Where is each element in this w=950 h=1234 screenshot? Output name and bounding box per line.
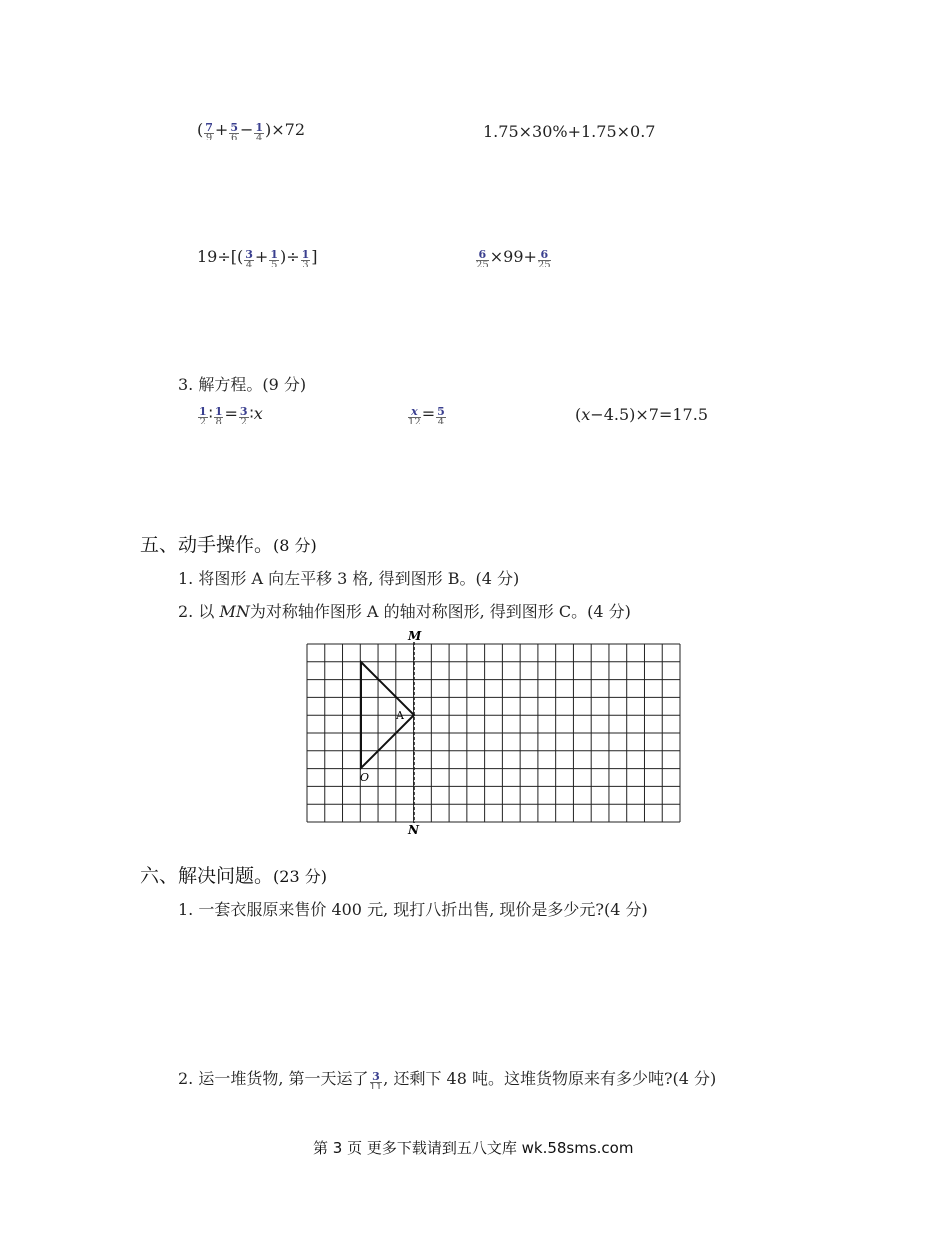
section-six-question-1: 1. 一套衣服原来售价 400 元, 现打八折出售, 现价是多少元?(4 分) <box>178 900 648 919</box>
label-a: A <box>396 709 404 722</box>
equation-3: (x−4.5)×7=17.5 <box>575 405 708 424</box>
calc-expression-1: ( $\frac{7}{9}$ + $\frac{5}{6}$ − $\frac{1}{4}$ )×72 <box>197 120 306 140</box>
section-six-question-2: 2. 运一堆货物, 第一天运了 $\frac{3}{11}$ , 还剩下 48 吨。这堆货物原来有多少吨?(4 分) <box>178 1069 717 1089</box>
section-five-heading: 五、动手操作。(8 分) <box>140 534 317 556</box>
calc-expression-2: 1.75×30%+1.75×0.7 <box>483 122 656 141</box>
section-six-heading: 六、解决问题。(23 分) <box>140 865 327 887</box>
calc-expression-4: $\frac{6}{25}$ ×99+ $\frac{6}{25}$ <box>476 247 551 267</box>
section-five-item-1: 1. 将图形 A 向左平移 3 格, 得到图形 B。(4 分) <box>178 569 520 588</box>
label-n: N <box>408 823 419 837</box>
equation-2: $\frac{x}{12}$ = $\frac{5}{4}$ <box>408 404 445 424</box>
section-five-item-2: 2. 以 MN为对称轴作图形 A 的轴对称图形, 得到图形 C。(4 分) <box>178 602 631 621</box>
label-o: O <box>360 771 370 784</box>
label-m: M <box>408 629 422 643</box>
calc-expression-3: 19÷[( $\frac{3}{4}$ + $\frac{1}{5}$ )÷ $\frac{1}{3}$ ] <box>197 247 318 267</box>
grid-lines <box>307 644 680 822</box>
page-footer: 第 3 页 更多下载请到五八文库 wk.58sms.com <box>313 1139 634 1157</box>
equation-1: $\frac{1}{2}$ ∶ $\frac{1}{8}$ = $\frac{3}{2}$ ∶x <box>199 404 263 424</box>
equations-title: 3. 解方程。(9 分) <box>178 375 307 394</box>
